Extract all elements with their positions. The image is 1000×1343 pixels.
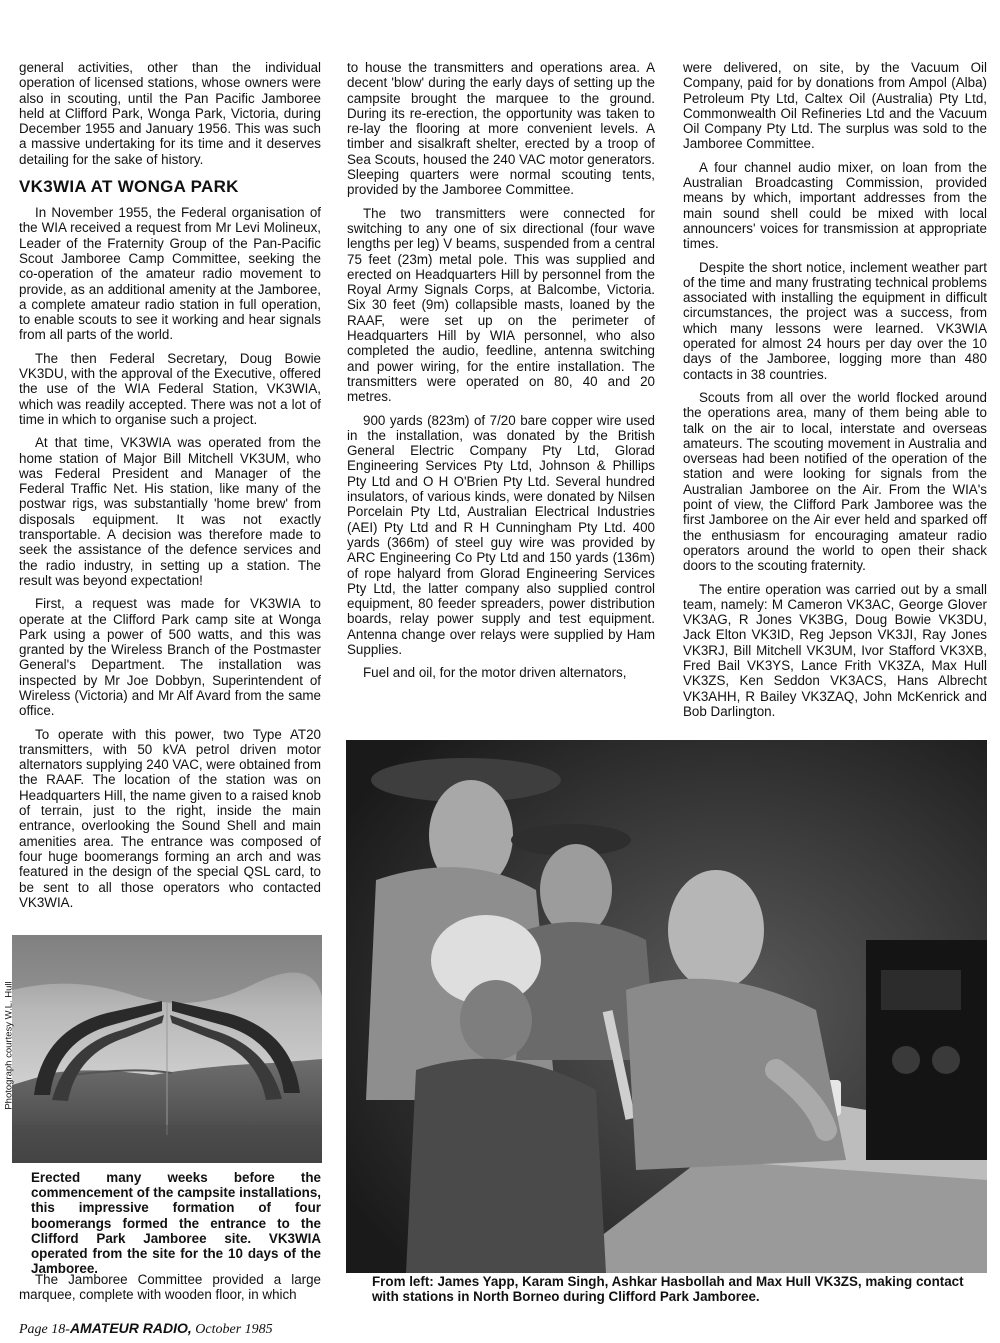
paragraph: The Jamboree Committee provided a large marquee, complete with wooden floor, in which xyxy=(19,1272,321,1303)
scouts-radio-photo xyxy=(346,740,987,1273)
boomerang-arch-photo xyxy=(12,935,322,1163)
photo-credit: Photograph courtesy W.L. Hull xyxy=(3,981,15,1110)
paragraph: In November 1955, the Federal organisation of the WIA received a request from Mr Levi Molineux, Leader of the Fraternity Group of the Pan-Pacific Scout Jamboree Camp Committee, seeking the co-operation of the amateur radio movement to provide, as an additional amenity at the Jamboree, a complete amateur radio station in full operation, to enable scouts to see it working and hear signals from all parts of the world. xyxy=(19,205,321,343)
paragraph: A four channel audio mixer, on loan from the Australian Broadcasting Commission, provided means by which, important addresses from the main sound shell could be mixed with local announcers' voices for transmission at appropriate times. xyxy=(683,159,987,252)
column-1-continuation xyxy=(19,1272,321,1303)
paragraph: Despite the short notice, inclement weather part of the time and many frustrating technical problems associated with installing the equipment in difficult circumstances, the project was a success, from which many lessons were learned. VK3WIA operated for almost 24 hours per day over the 10 days of the Jamboree, logging more than 480 contacts in 38 countries. xyxy=(683,259,987,382)
paragraph: general activities, other than the individual operation of licensed stations, whose owners were also in scouting, until the Pan Pacific Jamboree held at Clifford Park, Wonga Park, Victoria, during December 1955 and January 1956. This was such a massive undertaking for its time and it deserves detailing for the sake of history. xyxy=(19,60,321,167)
column-1 xyxy=(19,60,321,918)
page-number: Page 18- xyxy=(19,1322,70,1337)
scouts-radio-illustration xyxy=(346,740,987,1273)
paragraph: to house the transmitters and operations area. A decent 'blow' during the early days of setting up the campsite brought the marquee to the ground. During its re-erection, the opportunity was taken to re-lay the flooring at more convenient levels. A timber and sisalkraft shelter, erected by a troop of Sea Scouts, housed the 240 VAC motor generators. Sleeping quarters were normal scouting tents, provided by the Jamboree Committee. xyxy=(347,60,655,198)
column-2 xyxy=(347,60,655,689)
boomerang-photo-caption: Erected many weeks before the commencement of the campsite installations, this impressive formation of four boomerangs formed the entrance to the Clifford Park Jamboree site. VK3WIA operated from the site for the 10 days of the Jamboree. xyxy=(31,1170,321,1277)
paragraph: At that time, VK3WIA was operated from the home station of Major Bill Mitchell VK3UM, who was Federal President and Manager of the Federal Traffic Net. His station, like many of the postwar rigs, was substantially 'home brew' from disposals equipment. It was not exactly transportable. A decision was therefore made to seek the assistance of the defence services and the radio industry, in setting up a station. The result was beyond expectation! xyxy=(19,435,321,588)
paragraph: 900 yards (823m) of 7/20 bare copper wire used in the installation, was donated by the British General Electric Company Pty Ltd, Glorad Engineering Services Pty Ltd, Johnson & Phillips Pty Ltd and O H O'Brien Pty Ltd. Several hundred insulators, of various kinds, were donated by Nilsen Porcelain Pty Ltd, Australian Electrical Industries (AEI) Pty Ltd and R H Cunningham Pty Ltd. 400 yards (366m) of steel guy wire was provided by ARC Engineering Co Pty Ltd and 150 yards (136m) of rope halyard from Glorad Engineering Services Pty Ltd, the latter company also supplied control equipment, 80 feeder spreaders, power distribution boards, relay power supply and test equipment. Antenna change over relays were supplied by Ham Supplies. xyxy=(347,412,655,657)
paragraph: were delivered, on site, by the Vacuum Oil Company, paid for by donations from Ampol (Alba) Petroleum Pty Ltd, Caltex Oil (Australia) Pty Ltd, Commonwealth Oil Refineries Ltd and the Vacuum Oil Company Pty Ltd. The surplus was sold to the Jamboree Committee. xyxy=(683,60,987,152)
paragraph: The two transmitters were connected for switching to any one of six directional (four wave lengths per leg) V beams, suspended from a central 75 feet (23m) metal pole. This was supplied and erected on Headquarters Hill by personnel from the Royal Army Signals Corps, at Balcombe, Victoria. Six 30 feet (9m) collapsible masts, loaned by the RAAF, were set up on the perimeter of Headquarters Hill by WIA personnel, who also completed the audio, feedline, antenna switching and power wiring, for the entire installation. The transmitters were operated on 80, 40 and 20 metres. xyxy=(347,205,655,405)
paragraph: Fuel and oil, for the motor driven alternators, xyxy=(363,665,627,681)
page-footer xyxy=(19,1320,273,1338)
section-heading: VK3WIA AT WONGA PARK xyxy=(19,177,239,197)
main-photo-caption: From left: James Yapp, Karam Singh, Ashkar Hasbollah and Max Hull VK3ZS, making contact with stations in North Borneo during Clifford Park Jamboree. xyxy=(372,1274,964,1305)
column-3 xyxy=(683,60,987,727)
paragraph: First, a request was made for VK3WIA to operate at the Clifford Park camp site at Wonga Park using a power of 500 watts, and this was granted by the Wireless Branch of the Postmaster General's Department. The installation was inspected by Mr Joe Dobbyn, Superintendent of Wireless (Victoria) and Mr Alf Avard from the same office. xyxy=(19,596,321,719)
magazine-title: AMATEUR RADIO, xyxy=(69,1320,192,1336)
boomerang-arch-illustration xyxy=(12,935,322,1163)
paragraph: Scouts from all over the world flocked around the operations area, many of them being able to talk on the air to local, interstate and overseas amateurs. The scouting movement in Australia and overseas had been notified of the operation of the station and were looking for signals from the Australian Jamboree on the Air. From the WIA's point of view, the Clifford Park Jamboree was the first Jamboree on the Air ever held and sparked off the enthusiasm for encouraging amateur radio operators around the world to open their shack doors to the scouting fraternity. xyxy=(683,389,987,574)
paragraph: The then Federal Secretary, Doug Bowie VK3DU, with the approval of the Executive, offered the use of the WIA Federal Station, VK3WIA, which was readily accepted. There was not a lot of time in which to organise such a project. xyxy=(19,350,321,427)
issue-date: October 1985 xyxy=(191,1322,273,1337)
paragraph: The entire operation was carried out by a small team, namely: M Cameron VK3AC, George Glover VK3AG, R Jones VK3BG, Doug Bowie VK3DU, Jack Elton VK3ID, Reg Jepson VK3JI, Ray Jones VK3RJ, Bill Mitchell VK3UM, Ivor Stafford VK3XB, Fred Bail VK3YS, Lance Frith VK3ZA, Max Hull VK3ZS, Ken Seddon VK3ACS, Hans Albrecht VK3AHH, R Bailey VK3ZAQ, John McKenrick and Bob Darlington. xyxy=(683,581,987,719)
paragraph: To operate with this power, two Type AT20 transmitters, with 50 kVA petrol driven motor alternators supplying 240 VAC, were obtained from the RAAF. The location of the station was on Headquarters Hill, the name given to a raised knob of terrain, just to the right, inside the main entrance, overlooking the Sound Shell and main amenities area. The entrance was composed of four huge boomerangs forming an arch and was featured in the design of the special QSL card, to be sent to all those operators who contacted VK3WIA. xyxy=(19,726,321,910)
